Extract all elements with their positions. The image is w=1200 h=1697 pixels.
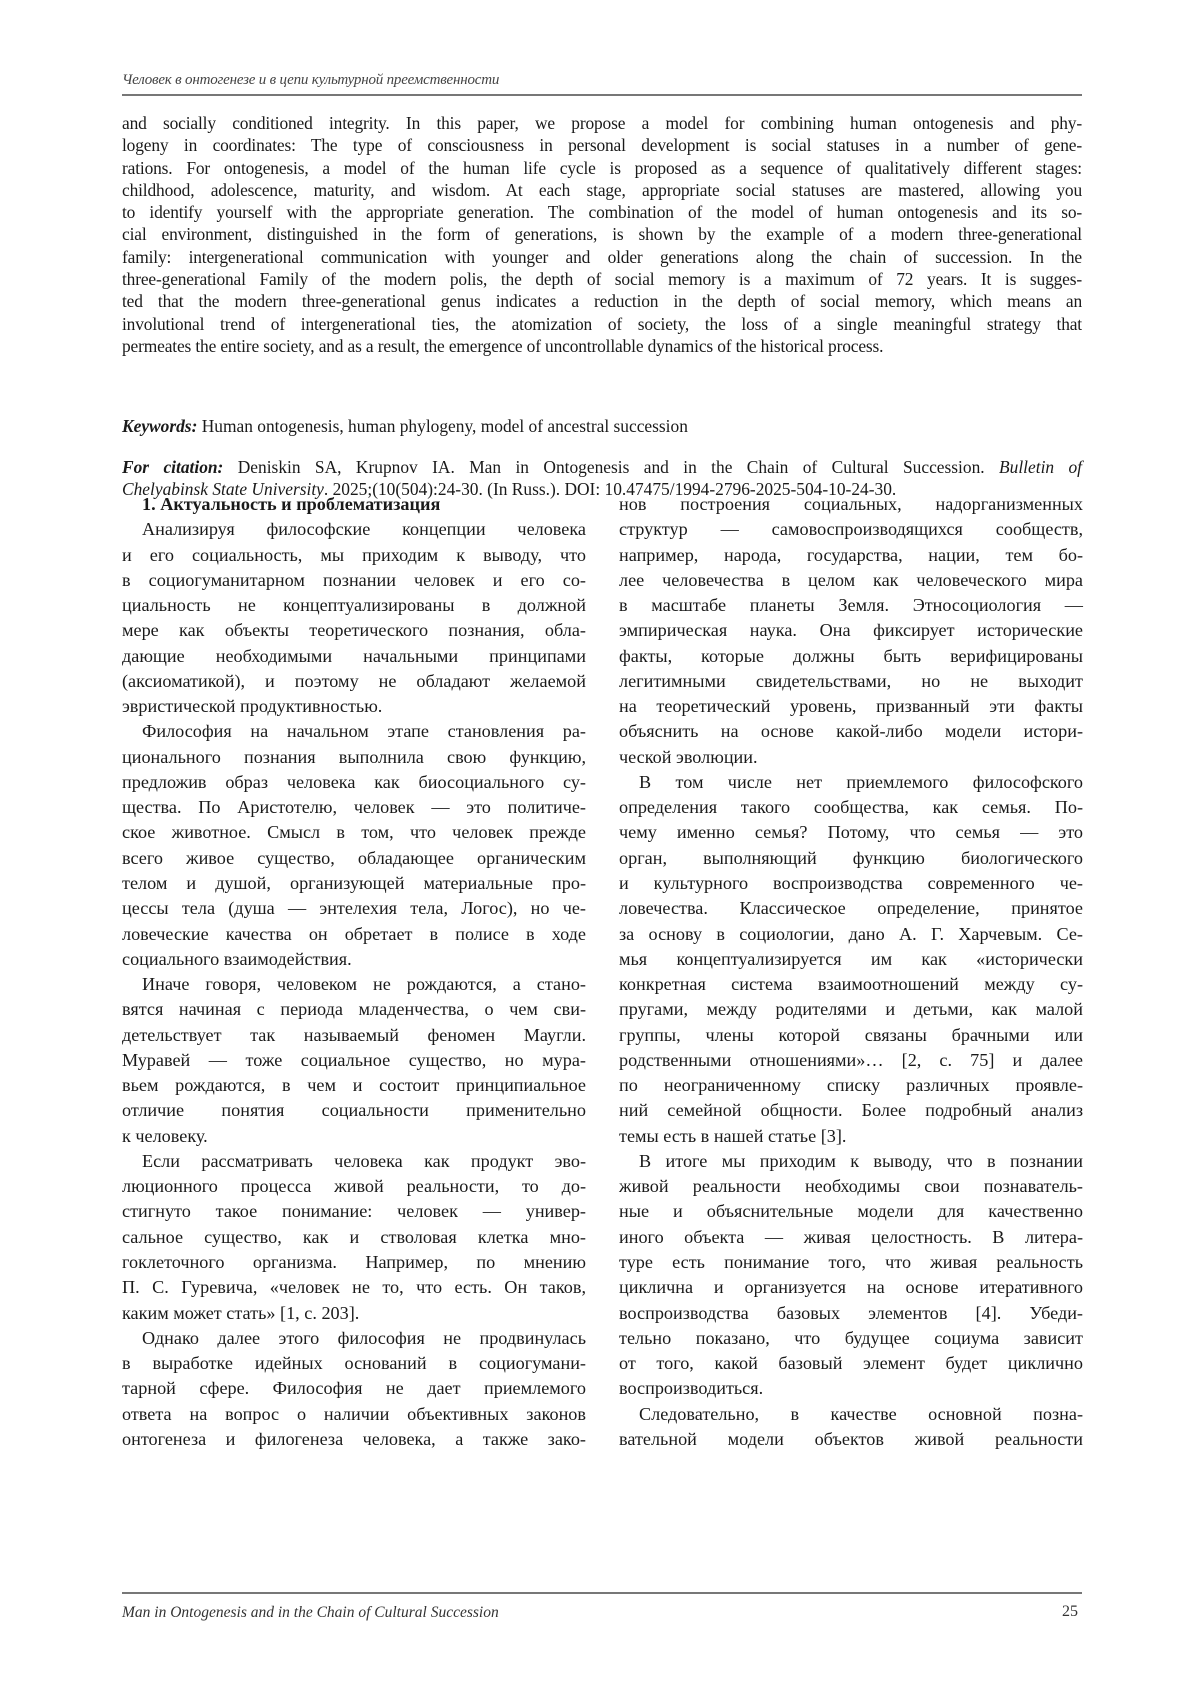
abstract-line: logeny in coordinates: The type of consciousness in personal development is social statuses in a number of gene- xyxy=(122,135,1082,156)
paragraph xyxy=(122,1326,586,1452)
text-line: цессы тела (душа — энтелехия тела, Логос), но че- xyxy=(122,898,586,919)
citation-journal: Bulletin of xyxy=(999,457,1083,477)
text-line: по неограниченному списку различных проявле- xyxy=(619,1075,1083,1096)
text-line: эвристической продуктивностью. xyxy=(122,696,383,717)
page-number: 25 xyxy=(1062,1603,1078,1620)
paragraph xyxy=(122,719,586,972)
text-line: мья концептуализируется им как «исторически xyxy=(619,948,1083,969)
abstract-line: ted that the modern three-generational genus indicates a reduction in the depth of social memory, which means an xyxy=(122,291,1082,312)
text-line: социального взаимодействия. xyxy=(122,948,352,969)
text-line: ционального познания выполнила свою функцию, xyxy=(122,746,586,767)
text-line: пругами, между родителями и детьми, как малой xyxy=(619,999,1083,1020)
text-line: ний семейной общности. Более подробный анализ xyxy=(619,1100,1083,1121)
abstract-line: three-generational Family of the modern polis, the depth of social memory is a maximum of 72 years. It is sugges- xyxy=(122,269,1082,290)
abstract-line: childhood, adolescence, maturity, and wisdom. At each stage, appropriate social statuses are mastered, allowing you xyxy=(122,179,1082,200)
text-line: легитимными свидетельствами, но не выходит xyxy=(619,670,1083,691)
abstract-line: permeates the entire society, and as a result, the emergence of uncontrollable dynamics of the historical process. xyxy=(122,335,884,356)
text-line: лее человечества в целом как человеческого мира xyxy=(619,569,1083,590)
text-line: мере как объекты теоретического познания, обла- xyxy=(122,620,586,641)
text-line: Однако далее этого философия не продвинулась xyxy=(142,1327,586,1348)
text-line: каким может стать» [1, с. 203]. xyxy=(122,1302,360,1323)
text-line: и культурного воспроизводства современного че- xyxy=(619,872,1083,893)
text-line: группы, члены которой связаны брачными или xyxy=(619,1024,1083,1045)
text-line: люционного процесса живой реальности, то до- xyxy=(122,1176,586,1197)
text-line: орган, выполняющий функцию биологического xyxy=(619,847,1083,868)
text-line: Следовательно, в качестве основной позна- xyxy=(639,1403,1083,1424)
text-line: сальное существо, как и стволовая клетка мно- xyxy=(122,1226,586,1247)
text-line: туре есть понимание того, что живая реальность xyxy=(619,1251,1083,1272)
text-line: ское животное. Смысл в том, что человек прежде xyxy=(122,822,586,843)
abstract xyxy=(122,112,1082,357)
text-line: например, народа, государства, нации, тем бо- xyxy=(619,544,1083,565)
text-line: ловеческие качества он обретает в полисе в ходе xyxy=(122,923,586,944)
text-line: Философия на начальном этапе становления ра- xyxy=(142,721,586,742)
text-line: П. С. Гуревича, «человек не то, что есть. Он таков, xyxy=(122,1277,586,1298)
text-line: и его социальность, мы приходим к выводу, что xyxy=(122,544,586,565)
citation-label: For citation: xyxy=(122,457,224,477)
text-line: чему именно семья? Потому, что семья — это xyxy=(619,822,1083,843)
text-line: вьем рождаются, в чем и состоит принципиальное xyxy=(122,1075,586,1096)
keywords-text: Human ontogenesis, human phylogeny, model of ancestral succession xyxy=(197,416,688,436)
text-line: ческой эволюции. xyxy=(619,746,758,767)
text-line: дающие необходимыми начальными принципами xyxy=(122,645,586,666)
text-line: Анализируя философские концепции человека xyxy=(142,519,586,540)
text-line: телом и душой, организующей материальные про- xyxy=(122,872,586,893)
text-line: объяснить на основе какой-либо модели истори- xyxy=(619,721,1083,742)
text-line: 1. Актуальность и проблематизация xyxy=(142,494,441,514)
text-line: циклична и организуется на основе итеративного xyxy=(619,1277,1083,1298)
text-line: живой реальности необходимы свои познаватель- xyxy=(619,1176,1083,1197)
text-line: факты, которые должны быть верифицированы xyxy=(619,645,1083,666)
text-line: В том числе нет приемлемого философского xyxy=(639,771,1083,792)
citation-text: Deniskin SA, Krupnov IA. Man in Ontogenesis and in the Chain of Cultural Succession. xyxy=(223,457,1000,477)
text-line: Иначе говоря, человеком не рождаются, а стано- xyxy=(142,974,586,995)
text-line: тельно показано, что будущее социума зависит xyxy=(619,1327,1083,1348)
text-line: тарной сфере. Философия не дает приемлемого xyxy=(122,1378,586,1399)
paragraph xyxy=(619,1402,1083,1453)
text-line: всего живое существо, обладающее органическим xyxy=(122,847,586,868)
text-line: щества. По Аристотелю, человек — это политиче- xyxy=(122,797,586,818)
text-line: от того, какой базовый элемент будет циклично xyxy=(619,1353,1083,1374)
text-line: эмпирическая наука. Она фиксирует исторические xyxy=(619,620,1083,641)
text-line: в масштабе планеты Земля. Этносоциология — xyxy=(619,595,1083,616)
text-line: воспроизводиться. xyxy=(619,1378,764,1399)
abstract-line: cial environment, distinguished in the form of generations, is shown by the example of a modern three-generational xyxy=(122,224,1082,245)
text-line: воспроизводства базовых элементов [4]. Убеди- xyxy=(619,1302,1083,1323)
paragraph xyxy=(619,1149,1083,1402)
keywords-label: Keywords: xyxy=(122,416,198,436)
text-line: в выработке идейных оснований в социогумани- xyxy=(122,1353,586,1374)
column-left xyxy=(122,492,586,1452)
column-right xyxy=(619,492,1083,1452)
abstract-line: to identify yourself with the appropriate generation. The combination of the model of human ontogenesis and its so- xyxy=(122,202,1082,223)
section-heading xyxy=(122,492,586,517)
abstract-line: and socially conditioned integrity. In this paper, we propose a model for combining human ontogenesis and phy- xyxy=(122,113,1082,133)
text-line: гоклеточного организма. Например, по мнению xyxy=(122,1251,586,1272)
text-line: отличие понятия социальности применительно xyxy=(122,1100,586,1121)
abstract-line: involutional trend of intergenerational ties, the atomization of society, the loss of a single meaningful strategy that xyxy=(122,313,1082,334)
text-line: вятся начиная с периода младенчества, о чем сви- xyxy=(122,999,586,1020)
text-line: предложив образ человека как биосоциального су- xyxy=(122,771,586,792)
paragraph xyxy=(122,972,586,1149)
text-line: Муравей — тоже социальное существо, но мура- xyxy=(122,1049,586,1070)
citation-details: . 2025;(10(504):24-30. (In Russ.). DOI: 10.47475/1994-2796-2025-504-10-24-30. xyxy=(323,479,897,500)
keywords xyxy=(122,415,1082,437)
running-header: Человек в онтогенезе и в цепи культурной преемственности xyxy=(122,72,500,88)
paragraph xyxy=(122,517,586,719)
text-line: в социогуманитарном познании человек и его со- xyxy=(122,569,586,590)
text-line: детельствует так называемый феномен Маугли. xyxy=(122,1024,586,1045)
text-line: за основу в социологии, дано А. Г. Харчевым. Се- xyxy=(619,923,1083,944)
text-line: онтогенеза и филогенеза человека, а также зако- xyxy=(122,1428,586,1449)
paragraph xyxy=(619,492,1083,770)
text-line: конкретная система взаимоотношений между су- xyxy=(619,974,1083,995)
text-line: структур — самовоспроизводящихся сообществ, xyxy=(619,519,1083,540)
footer-rule xyxy=(122,1592,1082,1594)
abstract-line: family: intergenerational communication with younger and older generations along the chain of succession. In the xyxy=(122,246,1082,267)
paragraph xyxy=(122,1149,586,1326)
running-footer: Man in Ontogenesis and in the Chain of Cultural Succession xyxy=(122,1604,499,1621)
abstract-line: rations. For ontogenesis, a model of the human life cycle is proposed as a sequence of qualitatively different stages: xyxy=(122,157,1082,178)
header-rule xyxy=(122,94,1082,96)
text-line: В итоге мы приходим к выводу, что в познании xyxy=(639,1150,1083,1171)
paragraph xyxy=(619,770,1083,1149)
text-line: на теоретический уровень, призванный эти факты xyxy=(619,696,1083,717)
text-line: нов построения социальных, надорганизменных xyxy=(619,494,1083,514)
text-line: темы есть в нашей статье [3]. xyxy=(619,1125,847,1146)
text-line: к человеку. xyxy=(122,1125,208,1146)
text-line: родственными отношениями»… [2, с. 75] и далее xyxy=(619,1049,1083,1070)
text-line: стигнуто такое понимание: человек — универ- xyxy=(122,1201,586,1222)
text-line: определения такого сообщества, как семья. По- xyxy=(619,797,1083,818)
text-line: Если рассматривать человека как продукт эво- xyxy=(142,1150,586,1171)
text-line: циальность не концептуализированы в должной xyxy=(122,595,586,616)
text-line: ные и объяснительные модели для качественно xyxy=(619,1201,1083,1222)
text-line: (аксиоматикой), и поэтому не обладают желаемой xyxy=(122,670,586,691)
text-line: иного объекта — живая целостность. В литера- xyxy=(619,1226,1083,1247)
text-line: ловечества. Классическое определение, принятое xyxy=(619,898,1083,919)
text-line: вательной модели объектов живой реальности xyxy=(619,1428,1083,1449)
text-line: ответа на вопрос о наличии объективных законов xyxy=(122,1403,586,1424)
citation-journal-cont: Chelyabinsk State University xyxy=(122,479,324,500)
